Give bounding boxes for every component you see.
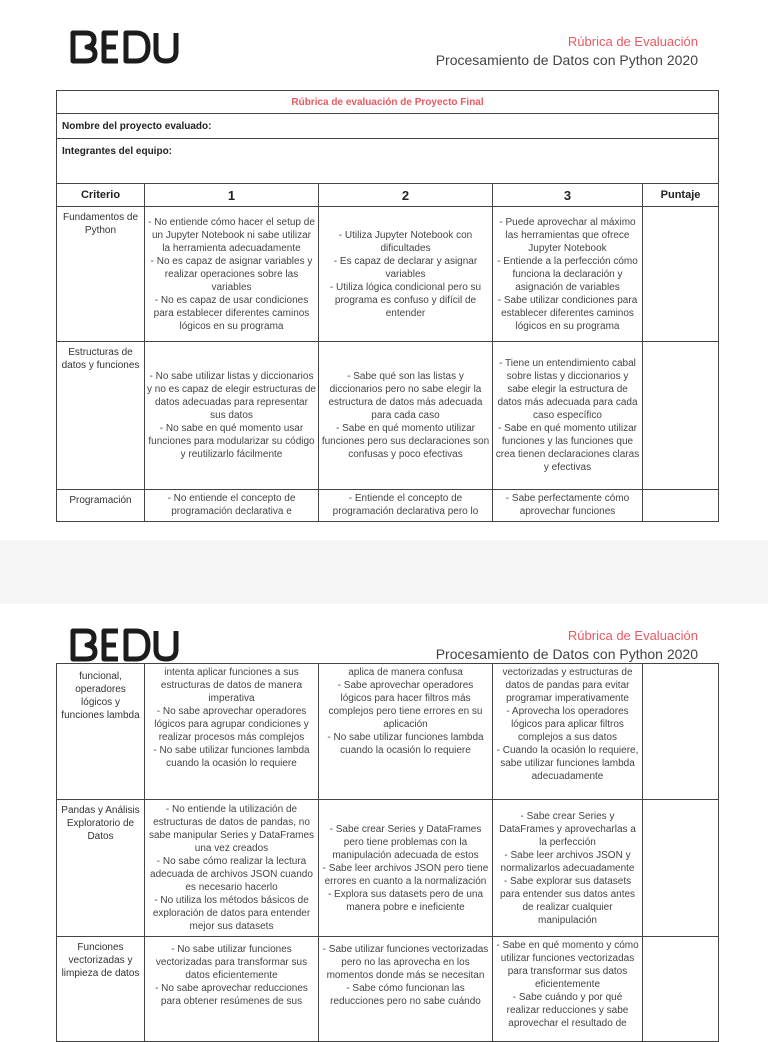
level-3-cell: - Sabe crear Series y DataFrames y aprovecharlas a la perfección - Sabe leer archivos JSON y normalizarlos adecuadamente - Sabe explorar sus datasets para entender sus datos antes de realizar cualquier manipulación [493, 800, 643, 937]
level-1-cell: - No sabe utilizar listas y diccionarios y no es capaz de elegir estructuras de datos adecuadas para representar sus datos - No sabe en qué momento usar funciones para modularizar su código y reutilizarlo fácilmente [145, 342, 319, 490]
bedu-logo [70, 30, 180, 64]
rubric-table [56, 90, 719, 522]
score-cell[interactable] [643, 937, 719, 1042]
table-title: Rúbrica de evaluación de Proyecto Final [57, 91, 719, 114]
level-1-cell: - No sabe utilizar funciones vectorizadas para transformar sus datos eficientemente - No sabe aprovechar reducciones para obtener resúmenes de sus [145, 937, 319, 1042]
level-3-cell: - Puede aprovechar al máximo las herramientas que ofrece Jupyter Notebook - Entiende a la perfección cómo funciona la declaración y asignación de variables - Sabe utilizar condiciones para establecer diferentes caminos lógicos en su programa [493, 207, 643, 342]
level-2-cell: - Entiende el concepto de programación declarativa pero lo [319, 490, 493, 522]
level-3-cell: - Sabe en qué momento y cómo utilizar funciones vectorizadas para transformar sus datos eficientemente - Sabe cuándo y por qué realizar reducciones y sabe aprovechar el resultado de [493, 937, 643, 1042]
course-title: Procesamiento de Datos con Python 2020 [435, 52, 698, 68]
project-name-label: Nombre del proyecto evaluado: [57, 114, 719, 139]
column-header-puntaje: Puntaje [643, 184, 719, 207]
table-row [57, 342, 719, 490]
document-title: Rúbrica de Evaluación [567, 628, 698, 643]
score-cell[interactable] [643, 664, 719, 800]
team-label: Integrantes del equipo: [57, 139, 719, 184]
level-2-cell: - Sabe utilizar funciones vectorizadas pero no las aprovecha en los momentos donde más se necesitan - Sabe cómo funcionan las reducciones pero no sabe cuándo [319, 937, 493, 1042]
score-cell[interactable] [643, 800, 719, 937]
table-row [57, 207, 719, 342]
bedu-logo [70, 628, 180, 662]
level-2-cell: - Utiliza Jupyter Notebook con dificultades - Es capaz de declarar y asignar variables - Utiliza lógica condicional pero su programa es confuso y difícil de entender [319, 207, 493, 342]
level-3-cell: vectorizadas y estructuras de datos de pandas para evitar programar imperativamente - Aprovecha los operadores lógicos para aplicar filtros complejos a sus datos - Cuando la ocasión lo requiere, sabe utilizar funciones lambda adecuadamente [493, 664, 643, 800]
level-1-cell: - No entiende el concepto de programación declarativa e [145, 490, 319, 522]
rubric-table-continued [56, 663, 719, 1042]
level-1-cell: intenta aplicar funciones a sus estructuras de datos de manera imperativa - No sabe aprovechar operadores lógicos para agrupar condiciones y realizar procesos más complejos - No sabe utilizar funciones lambda cuando la ocasión lo requiere [145, 664, 319, 800]
level-2-cell: - Sabe qué son las listas y diccionarios pero no sabe elegir la estructura de datos más adecuada para cada caso - Sabe en qué momento utilizar funciones pero sus declaraciones son confusas y poco efectivas [319, 342, 493, 490]
level-2-cell: aplica de manera confusa - Sabe aprovechar operadores lógicos para hacer filtros más complejos pero tiene errores en su aplicación - No sabe utilizar funciones lambda cuando la ocasión lo requiere [319, 664, 493, 800]
criterion-cell: Programación [57, 490, 145, 522]
table-row [57, 664, 719, 800]
criterion-cell: Fundamentos de Python [57, 207, 145, 342]
criterion-cell: funcional, operadores lógicos y funciones lambda [57, 664, 145, 800]
table-row [57, 490, 719, 522]
document-title: Rúbrica de Evaluación [567, 34, 698, 49]
table-row [57, 800, 719, 937]
column-header-3: 3 [493, 184, 643, 207]
page-gap [0, 540, 768, 604]
column-header-2: 2 [319, 184, 493, 207]
header-row [57, 184, 719, 207]
course-title: Procesamiento de Datos con Python 2020 [435, 646, 698, 662]
score-cell[interactable] [643, 342, 719, 490]
level-3-cell: - Sabe perfectamente cómo aprovechar funciones [493, 490, 643, 522]
score-cell[interactable] [643, 207, 719, 342]
level-3-cell: - Tiene un entendimiento cabal sobre listas y diccionarios y sabe elegir la estructura de datos más adecuada para cada caso específico - Sabe en qué momento utilizar funciones y las funciones que crea tienen declaraciones claras y efectivas [493, 342, 643, 490]
criterion-cell: Pandas y Análisis Exploratorio de Datos [57, 800, 145, 937]
criterion-cell: Estructuras de datos y funciones [57, 342, 145, 490]
column-header-1: 1 [145, 184, 319, 207]
table-row [57, 937, 719, 1042]
score-cell[interactable] [643, 490, 719, 522]
column-header-criterio: Criterio [57, 184, 145, 207]
level-1-cell: - No entiende la utilización de estructuras de datos de pandas, no sabe manipular Series y DataFrames una vez creados - No sabe cómo realizar la lectura adecuada de archivos JSON cuando es necesario hacerlo - No utiliza los métodos básicos de exploración de datos para entender mejor sus datasets [145, 800, 319, 937]
level-2-cell: - Sabe crear Series y DataFrames pero tiene problemas con la manipulación adecuada de estos - Sabe leer archivos JSON pero tiene errores en cuanto a la normalización - Explora sus datasets pero de una manera pobre e ineficiente [319, 800, 493, 937]
criterion-cell: Funciones vectorizadas y limpieza de datos [57, 937, 145, 1042]
level-1-cell: - No entiende cómo hacer el setup de un Jupyter Notebook ni sabe utilizar la herramienta adecuadamente - No es capaz de asignar variables y realizar operaciones sobre las variables - No es capaz de usar condiciones para establecer diferentes caminos lógicos en su programa [145, 207, 319, 342]
